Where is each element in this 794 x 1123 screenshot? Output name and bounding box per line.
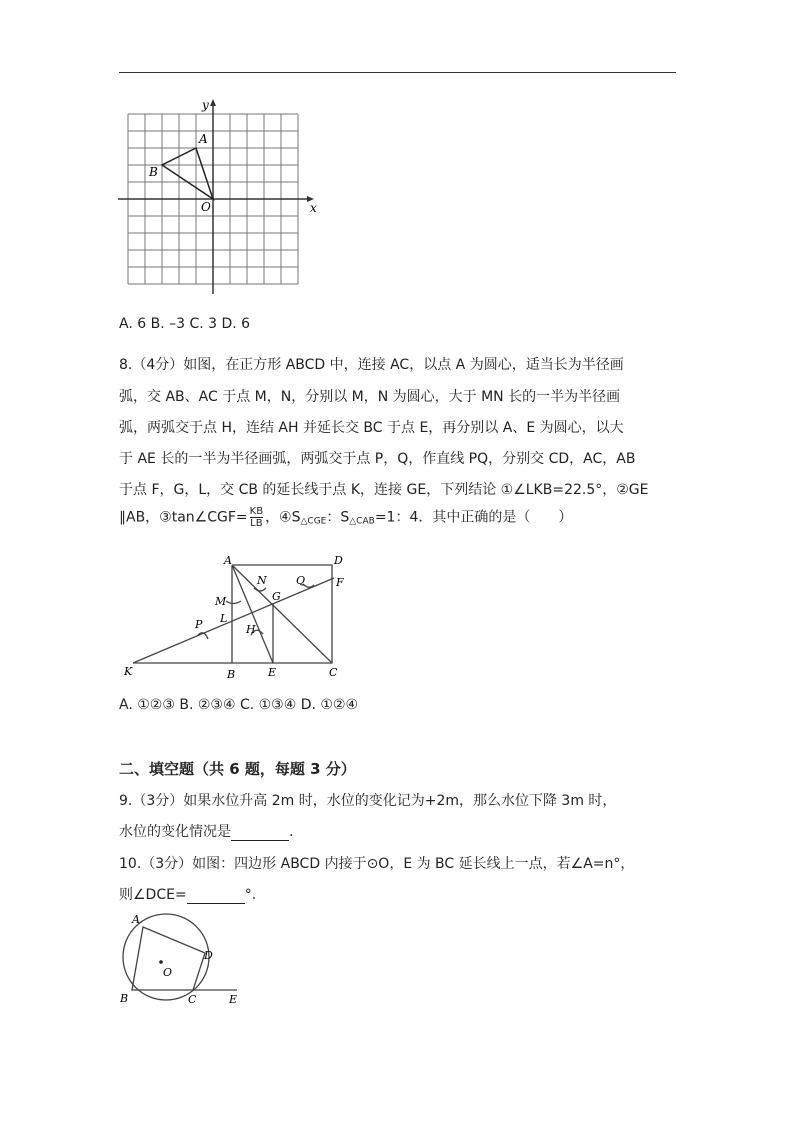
q10-circle: [123, 914, 209, 1000]
q7-options: A. 6 B. –3 C. 3 D. 6: [119, 316, 251, 332]
q10-center-dot: [159, 960, 163, 964]
q9-answer-blank[interactable]: [231, 826, 289, 841]
q8-options: A. ①②③ B. ②③④ C. ①③④ D. ①②④: [119, 697, 359, 713]
q10-line-2a: 则∠DCE=: [119, 887, 187, 903]
q8-line-6d: =1：4．其中正确的是（ ）: [374, 509, 573, 526]
q8-label-C: C: [329, 666, 338, 679]
q8-frac-den: LB: [250, 518, 263, 529]
q8-label-P: P: [195, 618, 203, 631]
q7-label-B: B: [149, 165, 158, 179]
q9-line-1: 9.（3分）如果水位升高 2m 时，水位的变化记为+2m，那么水位下降 3m 时，: [119, 793, 617, 809]
q8-label-G: G: [272, 590, 281, 603]
q8-label-K: K: [124, 665, 133, 678]
q10-line-2: [119, 884, 256, 904]
q8-label-L: L: [220, 612, 228, 625]
section-2-title: 二、填空题（共 6 题，每题 3 分）: [119, 760, 356, 778]
q8-line-3: 弧，两弧交于点 H，连结 AH 并延长交 BC 于点 E，再分别以 A、E 为圆心，以大: [119, 420, 624, 436]
q10-quadrilateral: [132, 927, 205, 990]
q9-line-2: [119, 821, 293, 841]
q8-line-6a: ∥AB，③tan∠CGF=: [119, 509, 248, 526]
q8-fraction: [250, 506, 263, 529]
q8-label-H: H: [246, 623, 256, 636]
q7-coordinate-figure: [118, 98, 328, 298]
q10-line-2b: °.: [244, 887, 257, 903]
q10-circle-figure: [116, 910, 246, 1010]
q8-sub-1: △CGE: [300, 516, 327, 527]
q8-label-N: N: [257, 574, 267, 587]
q10-label-E: E: [229, 993, 238, 1006]
q8-label-E: E: [268, 666, 277, 679]
q10-line-1: 10.（3分）如图：四边形 ABCD 内接于⊙O，E 为 BC 延长线上一点，若∠A=n°，: [119, 856, 635, 872]
q8-sub-2: △CAB: [349, 516, 375, 527]
q10-label-A: A: [132, 913, 140, 926]
q9-line-2b: .: [289, 824, 294, 840]
q8-label-F: F: [336, 576, 344, 589]
q10-label-C: C: [188, 993, 197, 1006]
q7-y-arrow: [210, 99, 216, 106]
q10-answer-blank[interactable]: [187, 889, 245, 904]
q10-label-D: D: [204, 949, 213, 962]
q7-label-O: O: [201, 200, 211, 214]
q7-label-A: A: [199, 132, 208, 146]
q8-arc-M: [226, 601, 241, 604]
q8-label-B: B: [227, 668, 236, 681]
q8-segment-AE: [232, 565, 273, 663]
q8-line-6b: ，④S: [265, 509, 301, 526]
q9-line-2a: 水位的变化情况是: [119, 824, 231, 840]
q8-frac-num: KB: [249, 506, 264, 517]
q8-label-M: M: [215, 595, 227, 608]
q7-triangle: [162, 148, 213, 199]
q8-line-6c: ：S: [326, 509, 350, 526]
q7-label-y: y: [202, 98, 209, 112]
q10-label-O: O: [163, 966, 173, 979]
q8-square-figure: [118, 548, 358, 686]
q8-line-6: [119, 506, 572, 529]
q7-label-x: x: [310, 201, 317, 215]
q10-label-B: B: [120, 992, 129, 1005]
q8-line-5: 于点 F，G，L，交 CB 的延长线于点 K，连接 GE，下列结论 ①∠LKB=22.5°，②GE: [119, 482, 649, 498]
q8-line-1: 8.（4分）如图，在正方形 ABCD 中，连接 AC，以点 A 为圆心，适当长为半径画: [119, 357, 624, 373]
q8-label-A: A: [224, 554, 232, 567]
header-rule: [119, 72, 676, 73]
q8-line-PQ: [133, 578, 334, 663]
q8-diagonal-AC: [232, 565, 332, 663]
q8-label-Q: Q: [296, 574, 306, 587]
q8-line-4: 于 AE 长的一半为半径画弧，两弧交于点 P，Q，作直线 PQ，分别交 CD，AC，AB: [119, 451, 636, 467]
q8-line-2: 弧，交 AB、AC 于点 M，N，分别以 M，N 为圆心，大于 MN 长的一半为半径画: [119, 389, 621, 405]
q8-label-D: D: [334, 554, 343, 567]
